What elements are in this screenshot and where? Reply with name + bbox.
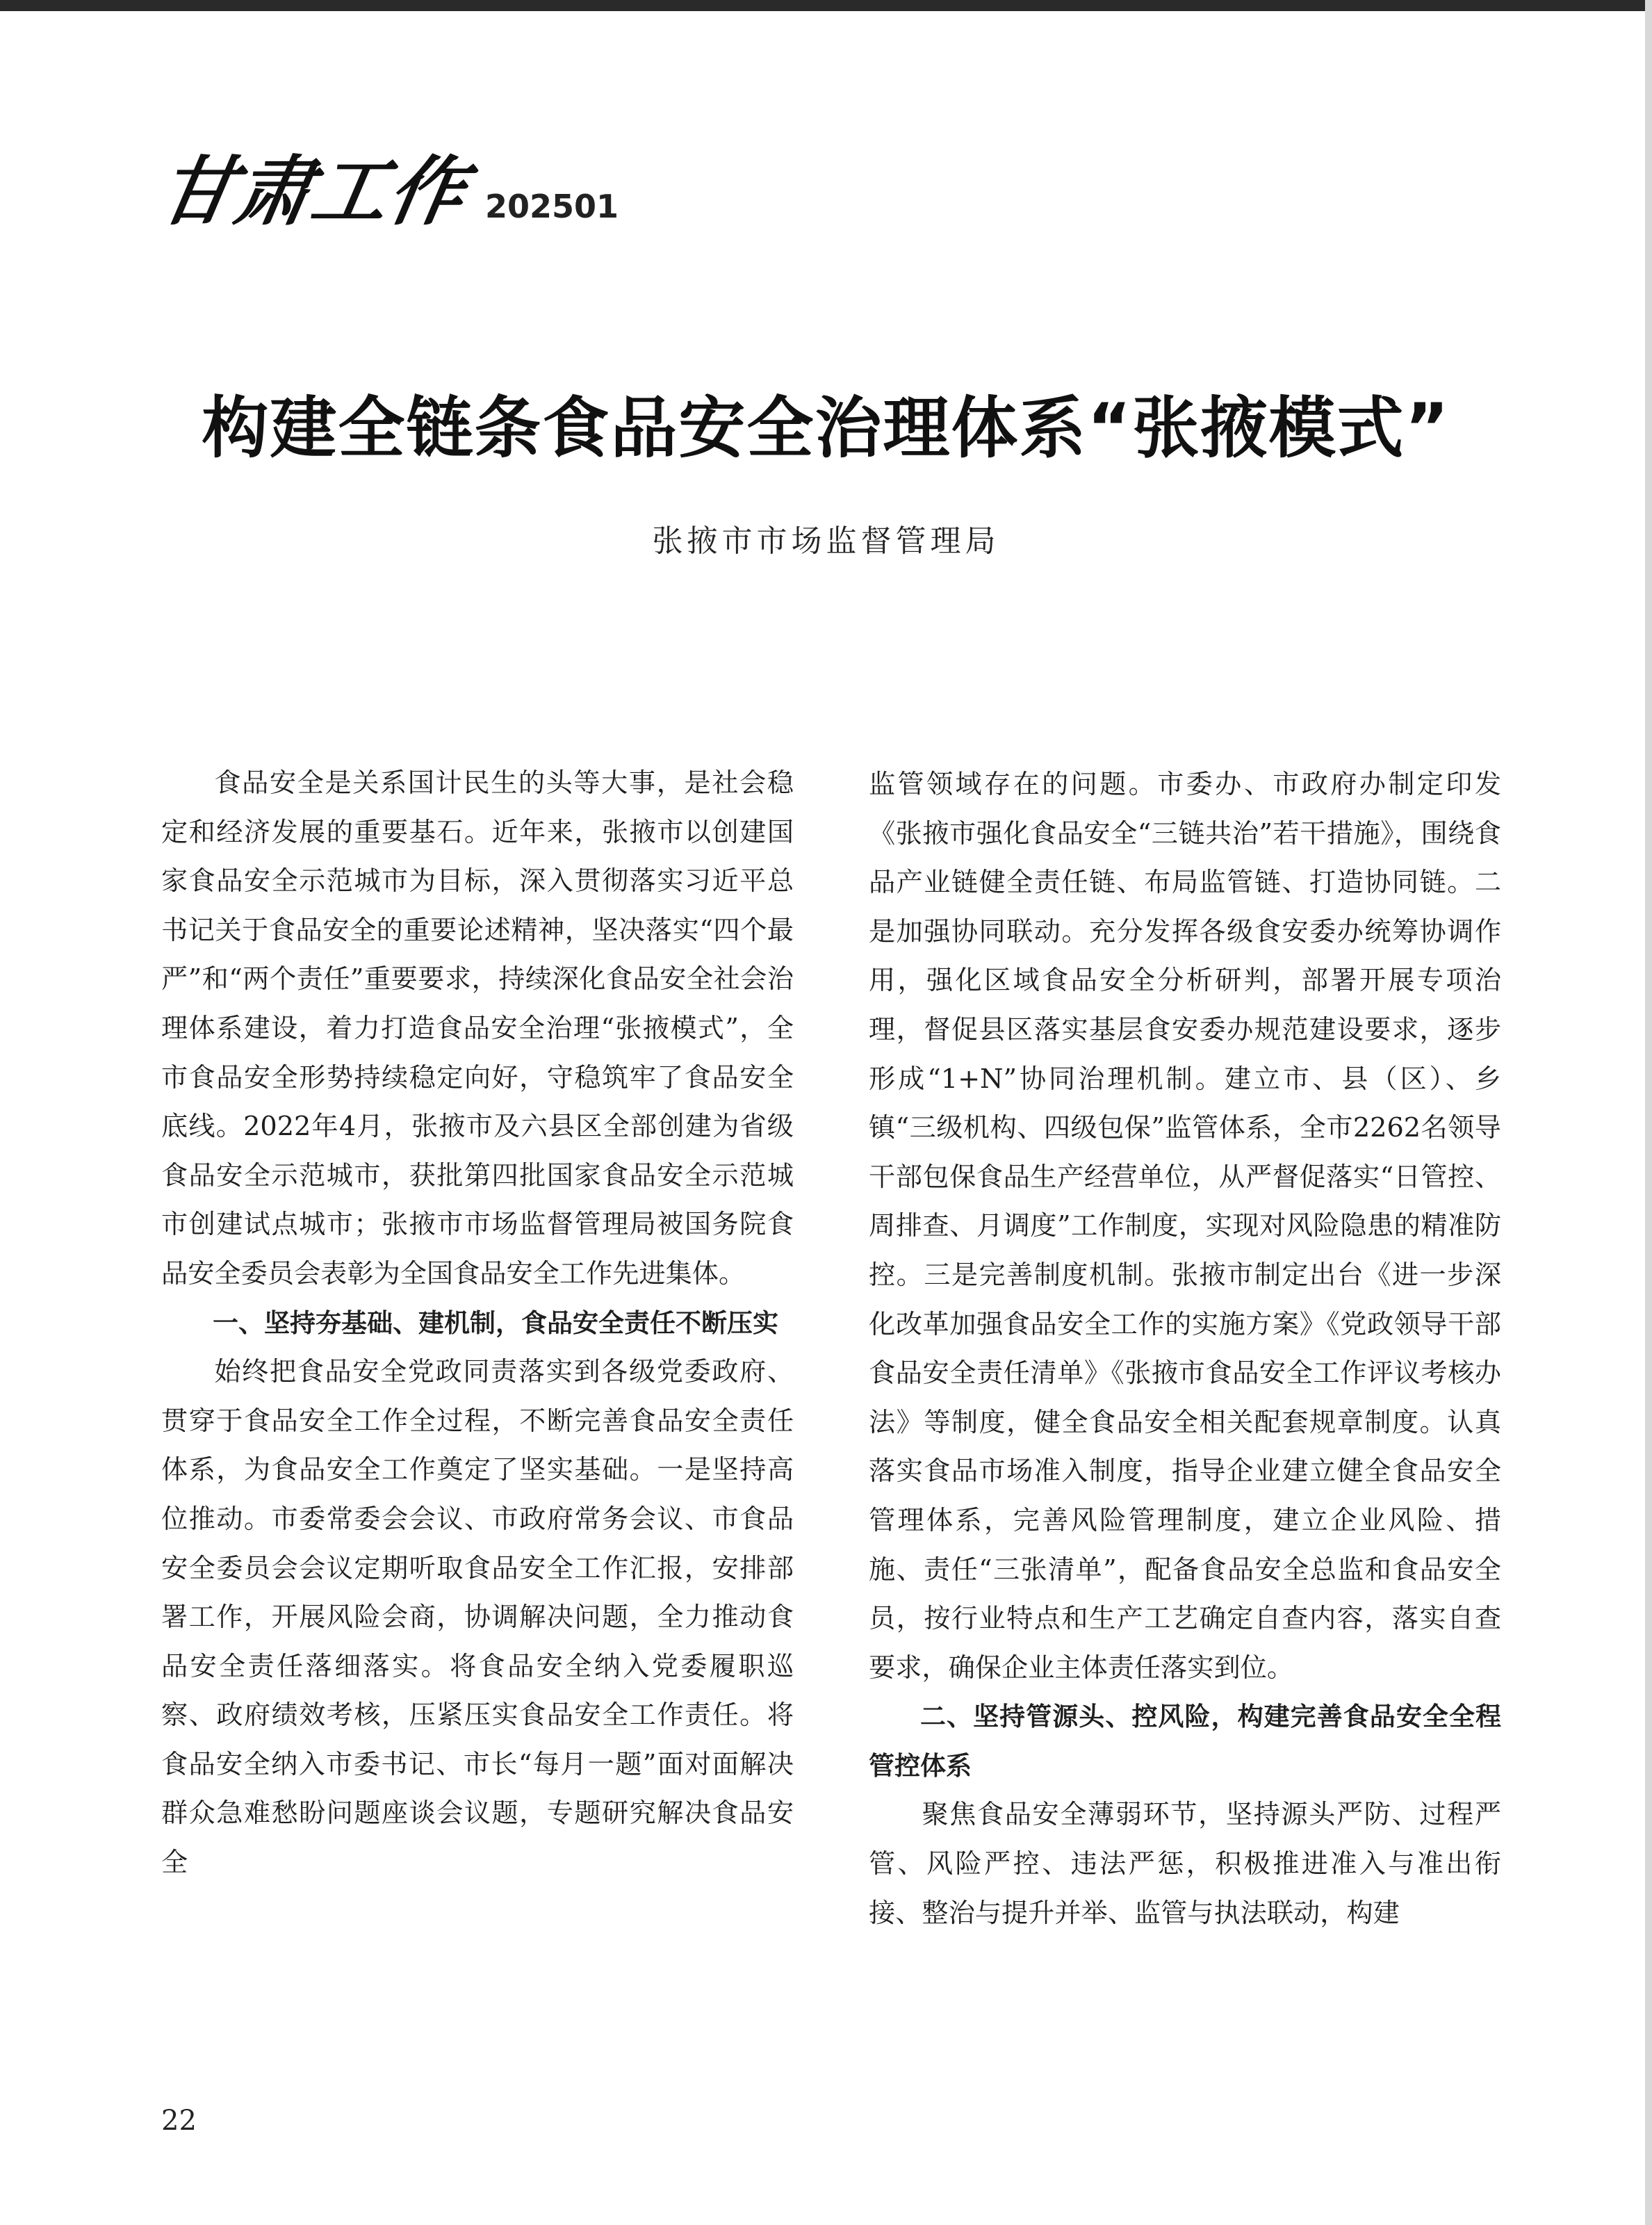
magazine-logo: 甘肃工作 bbox=[152, 148, 474, 236]
right-column bbox=[869, 760, 1501, 1938]
paragraph-section-1: 始终把食品安全党政同责落实到各级党委政府、贯穿于食品安全工作全过程，不断完善食品安全责任体系，为食品安全工作奠定了坚实基础。一是坚持高位推动。市委常委会会议、市政府常务会议、市食品安全委员会会议定期听取食品安全工作汇报，安排部署工作，开展风险会商，协调解决问题，全力推动食品安全责任落细落实。将食品安全纳入党委履职巡察、政府绩效考核，压紧压实食品安全工作责任。将食品安全纳入市委书记、市长“每月一题”面对面解决群众急难愁盼问题座谈会议题，专题研究解决食品安全 bbox=[161, 1357, 794, 1879]
paragraph-section-2: 聚焦食品安全薄弱环节，坚持源头严防、过程严管、风险严控、违法严惩，积极推进准入与准出衔接、整治与提升并举、监管与执法联动，构建 bbox=[869, 1800, 1501, 1929]
scan-border-right bbox=[1645, 0, 1652, 2225]
paragraph-section-1-cont: 监管领域存在的问题。市委办、市政府办制定印发《张掖市强化食品安全“三链共治”若干措施》，围绕食品产业链健全责任链、布局监管链、打造协同链。二是加强协同联动。充分发挥各级食安委办统筹协调作用，强化区域食品安全分析研判，部署开展专项治理，督促县区落实基层食安委办规范建设要求，逐步形成“1+N”协同治理机制。建立市、县（区）、乡镇“三级机构、四级包保”监管体系，全市2262名领导干部包保食品生产经营单位，从严督促落实“日管控、周排查、月调度”工作制度，实现对风险隐患的精准防控。三是完善制度机制。张掖市制定出台《进一步深化改革加强食品安全工作的实施方案》《党政领导干部食品安全责任清单》《张掖市食品安全工作评议考核办法》等制度，健全食品安全相关配套规章制度。认真落实食品市场准入制度，指导企业建立健全食品安全管理体系，完善风险管理制度，建立企业风险、措施、责任“三张清单”，配备食品安全总监和食品安全员，按行业特点和生产工艺确定自查内容，落实自查要求，确保企业主体责任落实到位。 bbox=[869, 769, 1501, 1684]
article-author: 张掖市市场监督管理局 bbox=[652, 523, 1000, 559]
section-heading-2: 二、坚持管源头、控风险，构建完善食品安全全程管控体系 bbox=[869, 1702, 1501, 1781]
left-column bbox=[161, 759, 794, 1888]
article-title: 构建全链条食品安全治理体系“张掖模式” bbox=[202, 389, 1450, 467]
masthead bbox=[152, 146, 619, 236]
issue-number: 202501 bbox=[485, 188, 619, 225]
section-heading-1: 一、坚持夯基础、建机制，食品安全责任不断压实 bbox=[213, 1307, 778, 1338]
paragraph-intro: 食品安全是关系国计民生的头等大事，是社会稳定和经济发展的重要基石。近年来，张掖市以创建国家食品安全示范城市为目标，深入贯彻落实习近平总书记关于食品安全的重要论述精神，坚决落实“四个最严”和“两个责任”重要要求，持续深化食品安全社会治理体系建设，着力打造食品安全治理“张掖模式”，全市食品安全形势持续稳定向好，守稳筑牢了食品安全底线。2022年4月，张掖市及六县区全部创建为省级食品安全示范城市，获批第四批国家食品安全示范城市创建试点城市；张掖市市场监督管理局被国务院食品安全委员会表彰为全国食品安全工作先进集体。 bbox=[161, 768, 794, 1289]
scan-border-top bbox=[0, 0, 1652, 11]
page-number: 22 bbox=[161, 2105, 197, 2137]
